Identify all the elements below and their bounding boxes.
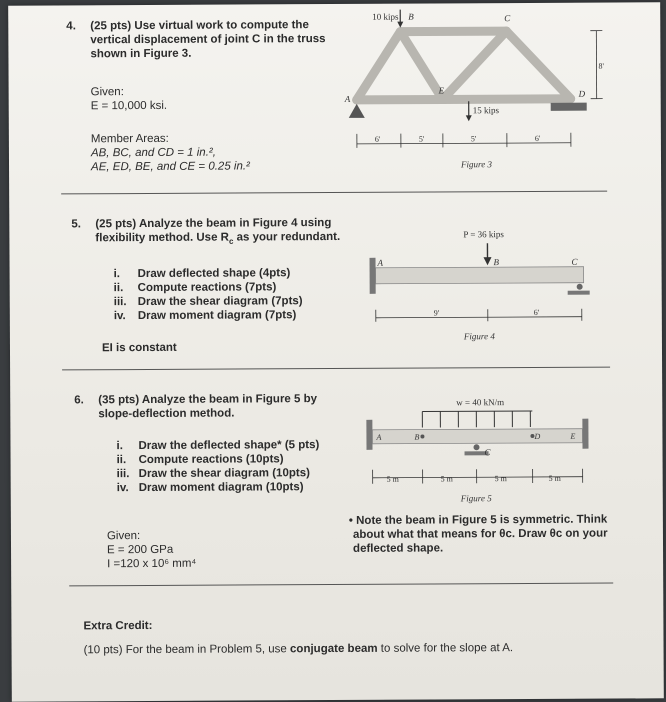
beam-body: [372, 429, 582, 444]
figure-3-caption: Figure 3: [460, 159, 492, 169]
dimension-9ft: 9': [434, 308, 440, 317]
problem-5-task-4: Draw moment diagram (7pts): [138, 308, 297, 323]
dimension-2: 5': [419, 135, 425, 144]
hinge-b: [420, 435, 424, 439]
problem-4-number: 4.: [66, 19, 76, 33]
point-c-label: C: [572, 257, 579, 267]
member-ab: [356, 32, 400, 100]
problem-6-title-line-2: slope-deflection method.: [98, 407, 234, 422]
figure-4-beam: [355, 225, 596, 350]
problem-6: [8, 2, 660, 5]
figure-4-caption: Figure 4: [463, 331, 495, 341]
dimension-1: 6': [375, 135, 381, 144]
problem-6-given-i: I =120 x 10⁶ mm⁴: [107, 557, 196, 571]
problem-6-number: 6.: [74, 393, 84, 407]
worksheet-page: [8, 2, 664, 701]
point-e-label: E: [569, 432, 575, 441]
joint-e-label: E: [438, 85, 445, 95]
divider-1: [61, 191, 607, 195]
problem-4-given-e: E = 10,000 ksi.: [91, 99, 167, 113]
problem-5-task-2: Compute reactions (7pts): [138, 280, 277, 295]
joint-b-label: B: [408, 12, 414, 22]
joint-a-label: A: [344, 94, 351, 104]
extra-credit-heading: Extra Credit:: [83, 619, 152, 633]
problem-6-task-1: Draw the deflected shape* (5 pts): [138, 438, 319, 453]
dimension-4: 6': [535, 134, 541, 143]
problem-4-areas-line-2: AE, ED, BE, and CE = 0.25 in.²: [91, 159, 250, 174]
load-b-label: 10 kips: [372, 12, 399, 22]
dimension-3: 5': [471, 134, 477, 143]
problem-6-task-1-num: i.: [116, 439, 122, 453]
problem-5-task-1: Draw deflected shape (4pts): [138, 266, 291, 281]
divider-2: [62, 367, 610, 371]
problem-4-areas-label: Member Areas:: [91, 132, 169, 146]
problem-6-title-line-1: (35 pts) Analyze the beam in Figure 5 by: [98, 392, 317, 407]
distributed-load-arrows: [422, 411, 530, 428]
dimension-2: 5 m: [441, 474, 454, 483]
problem-5-ei-note: EI is constant: [102, 341, 177, 355]
extra-credit-text: (10 pts) For the beam in Problem 5, use conjugate beam to solve for the slope at A.: [84, 641, 514, 657]
problem-5-title-line-2: flexibility method. Use $R_c$ as your redundant.: [95, 230, 340, 250]
problem-5-number: 5.: [71, 217, 81, 231]
member-ce: [442, 31, 506, 99]
hinge-d: [530, 434, 534, 438]
figure-5-caption: Figure 5: [460, 493, 492, 503]
point-c-label: C: [485, 447, 492, 457]
problem-5-task-3-num: iii.: [114, 295, 127, 309]
distributed-load-label: w = 40 kN/m: [456, 397, 504, 407]
problem-4-title-line-1: (25 pts) Use virtual work to compute the: [90, 18, 309, 33]
figure-3-truss: [338, 7, 609, 178]
roller-support-d: [551, 103, 587, 111]
problem-6-task-3-num: iii.: [117, 467, 130, 481]
problem-4: [8, 2, 660, 5]
problem-6-task-4: Draw moment diagram (10pts): [139, 480, 304, 495]
joint-c-label: C: [504, 13, 511, 23]
problem-5-task-3: Draw the shear diagram (7pts): [138, 294, 303, 309]
fixed-support-a: [366, 420, 372, 450]
point-b-label: B: [414, 433, 419, 442]
dimension-1: 5 m: [387, 475, 400, 484]
member-ed: [443, 99, 571, 100]
problem-6-task-4-num: iv.: [117, 481, 129, 495]
problem-4-areas-line-1: AB, BC, and CD = 1 in.²,: [91, 146, 216, 161]
point-d-label: D: [533, 432, 540, 441]
load-e-label: 15 kips: [473, 105, 500, 115]
load-p-label: P = 36 kips: [463, 229, 504, 239]
member-be: [400, 31, 442, 99]
height-dimension: 8': [598, 62, 604, 71]
figure-5-beam: [356, 393, 597, 510]
fixed-support-e: [582, 419, 588, 449]
fixed-support-a: [370, 258, 376, 294]
problem-6-task-2-num: ii.: [117, 453, 127, 467]
problem-6-note-line-2: about what that means for θc. Draw θc on your: [353, 527, 608, 542]
problem-6-given-label: Given:: [107, 529, 140, 543]
problem-6-task-3: Draw the shear diagram (10pts): [139, 466, 310, 481]
problem-4-title-line-2: vertical displacement of joint C in the truss: [90, 32, 325, 47]
problem-5-task-4-num: iv.: [114, 309, 126, 323]
beam-body: [376, 267, 584, 284]
joint-d-label: D: [578, 89, 586, 99]
problem-5-task-2-num: ii.: [114, 281, 124, 295]
problem-6-note-line-1: • Note the beam in Figure 5 is symmetric. Think: [349, 513, 607, 528]
point-a-label: A: [375, 433, 381, 442]
problem-4-given-label: Given:: [91, 85, 124, 99]
dimension-4: 5 m: [549, 474, 562, 483]
roller-support-c: [473, 444, 479, 450]
dimension-3: 5 m: [495, 474, 508, 483]
roller-support-c: [577, 284, 583, 290]
problem-5: [8, 2, 660, 5]
extra-credit: [8, 2, 660, 5]
problem-4-title-line-3: shown in Figure 3.: [90, 47, 191, 62]
problem-5-title-line-1: (25 pts) Analyze the beam in Figure 4 using: [95, 216, 331, 231]
divider-3: [69, 583, 613, 587]
problem-5-task-1-num: i.: [114, 267, 120, 281]
member-bc: [400, 31, 506, 32]
pin-support-a: [349, 104, 365, 118]
problem-6-given-e: E = 200 GPa: [107, 543, 173, 557]
load-arrow-p: [484, 257, 492, 265]
problem-6-note-line-3: deflected shape.: [353, 541, 443, 555]
point-a-label: A: [377, 258, 384, 268]
member-cd: [506, 31, 570, 99]
point-b-label: B: [494, 257, 500, 267]
problem-6-task-2: Compute reactions (10pts): [139, 452, 284, 467]
dimension-6ft: 6': [534, 308, 540, 317]
